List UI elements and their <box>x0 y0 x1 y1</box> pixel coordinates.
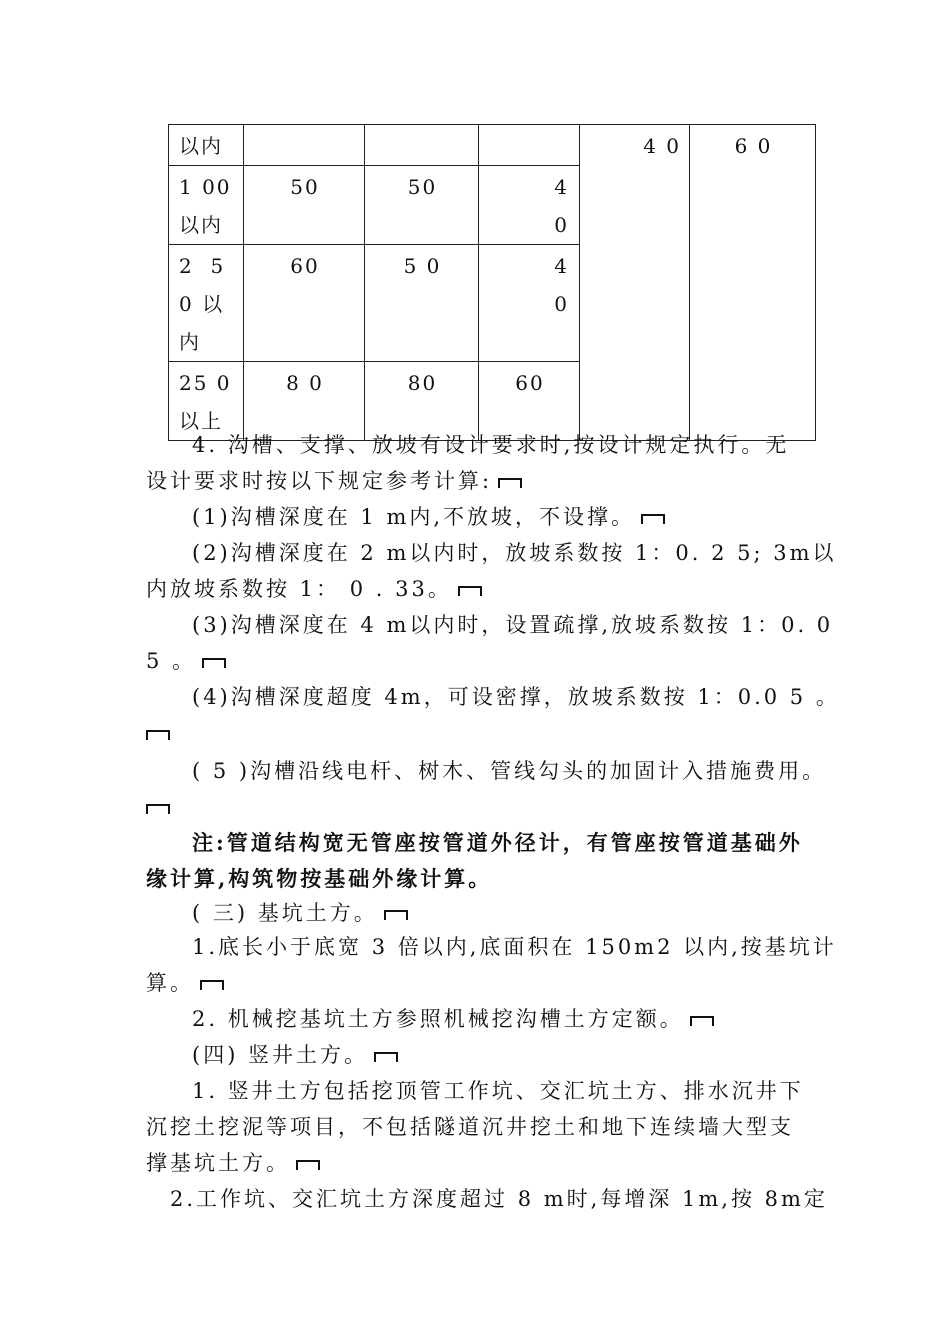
text-line: 1.底长小于底宽 3 倍以内,底面积在 150m2 以内,按基坑计 <box>192 935 837 959</box>
table-cell: 60 <box>244 245 365 362</box>
table-cell <box>244 125 365 166</box>
text-line: (3)沟槽深度在 4 m以内时，设置疏撑,放坡系数按 1：0. 0 <box>192 613 834 637</box>
text-line: 算。 <box>146 968 224 998</box>
table-cell: 4 0 <box>580 125 690 441</box>
table-cell: 4 0 <box>479 166 580 245</box>
table-cell: 80 <box>365 362 479 441</box>
excavation-table <box>168 124 816 441</box>
text-line: 5 。 <box>146 646 226 676</box>
text-line: 设计要求时按以下规定参考计算: <box>146 466 522 496</box>
paragraph-mark-icon <box>384 910 408 920</box>
text-line: 2.工作坑、交汇坑土方深度超过 8 m时,每增深 1m,按 8m定 <box>170 1187 828 1211</box>
paragraph-mark-icon <box>458 586 482 596</box>
text-line: (4)沟槽深度超度 4m，可设密撑，放坡系数按 1：0.0 5 。 <box>192 685 840 709</box>
table-cell: 以内 <box>169 125 244 166</box>
section-heading: ( 三) 基坑土方。 <box>192 898 408 928</box>
text-line <box>146 718 170 748</box>
table-cell <box>479 125 580 166</box>
table-cell: 6 0 <box>690 125 816 441</box>
paragraph-mark-icon <box>146 730 170 740</box>
text-line: 撑基坑土方。 <box>146 1148 320 1178</box>
paragraph-mark-icon <box>200 980 224 990</box>
text-line: ( 5 )沟槽沿线电杆、树木、管线勾头的加固计入措施费用。 <box>192 759 827 783</box>
text-line: 4. 沟槽、支撑、放坡有设计要求时,按设计规定执行。无 <box>192 433 790 457</box>
text-line: 2. 机械挖基坑土方参照机械挖沟槽土方定额。 <box>192 1004 714 1034</box>
paragraph-mark-icon <box>202 658 226 668</box>
paragraph-mark-icon <box>641 514 665 524</box>
paragraph-mark-icon <box>690 1016 714 1026</box>
table-cell <box>365 125 479 166</box>
table-cell: 2 5 0 以 内 <box>169 245 244 362</box>
text-line: 1. 竖井土方包括挖顶管工作坑、交汇坑土方、排水沉井下 <box>192 1079 804 1103</box>
paragraph-mark-icon <box>296 1160 320 1170</box>
paragraph-mark-icon <box>498 478 522 488</box>
table-cell: 50 <box>365 166 479 245</box>
table-cell: 5 0 <box>365 245 479 362</box>
text-line: (2)沟槽深度在 2 m以内时，放坡系数按 1：0. 2 5; 3m以 <box>192 541 837 565</box>
paragraph-mark-icon <box>146 804 170 814</box>
section-heading: (四) 竖井土方。 <box>192 1040 398 1070</box>
table-cell: 25 0 以上 <box>169 362 244 441</box>
table-cell: 1 00 以内 <box>169 166 244 245</box>
table-cell: 8 0 <box>244 362 365 441</box>
text-line: (1)沟槽深度在 1 m内,不放坡，不设撑。 <box>192 502 665 532</box>
text-line <box>146 792 170 822</box>
text-line: 内放坡系数按 1： 0 . 33。 <box>146 574 482 604</box>
table-cell: 4 0 <box>479 245 580 362</box>
note-line: 缘计算,构筑物按基础外缘计算。 <box>146 866 493 891</box>
text-line: 沉挖土挖泥等项目，不包括隧道沉井挖土和地下连续墙大型支 <box>146 1115 794 1139</box>
table-cell: 50 <box>244 166 365 245</box>
note-line: 注:管道结构宽无管座按管道外径计，有管座按管道基础外 <box>192 830 803 855</box>
table-cell: 60 <box>479 362 580 441</box>
paragraph-mark-icon <box>374 1052 398 1062</box>
